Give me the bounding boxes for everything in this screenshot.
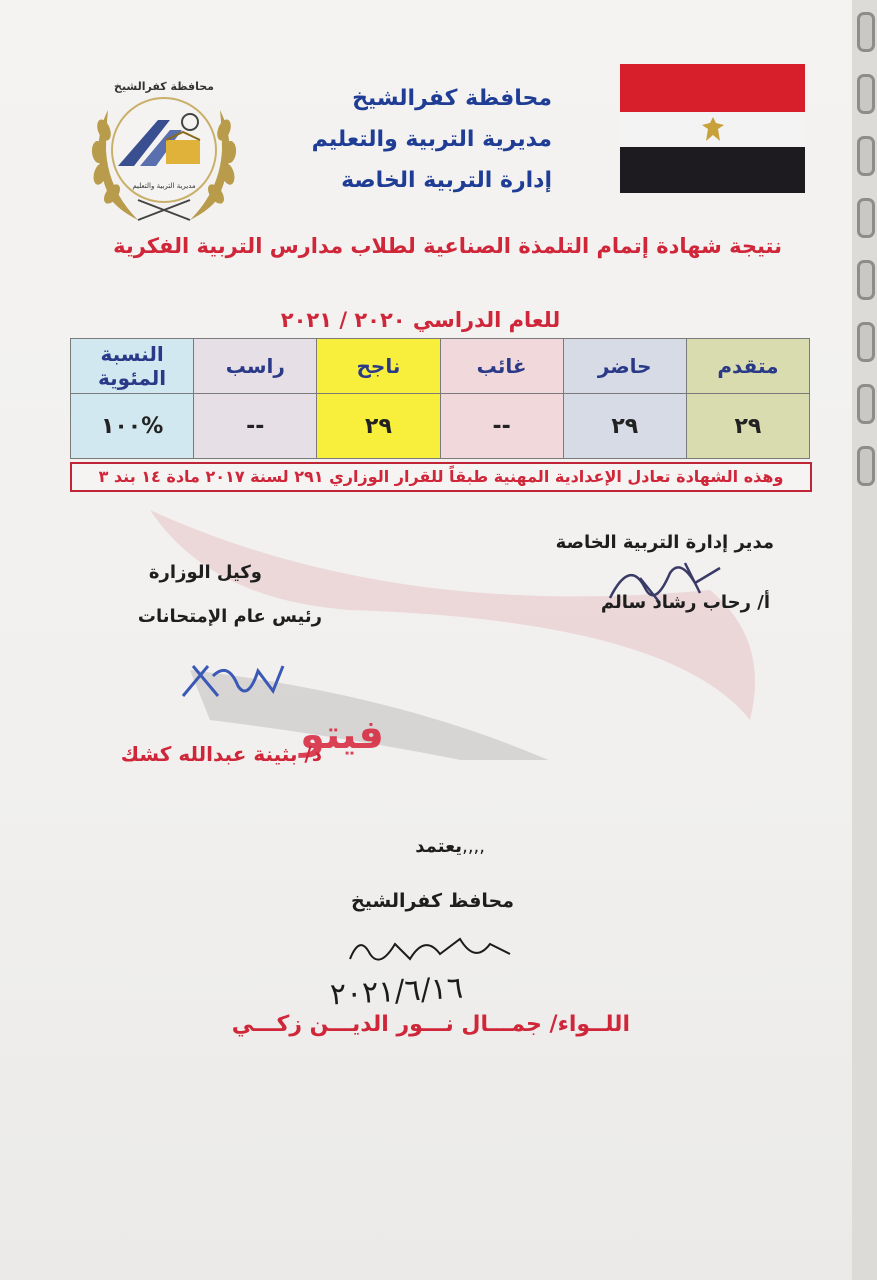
header-failed: راسب: [194, 339, 317, 394]
egypt-flag: [620, 64, 805, 193]
value-percentage: %١٠٠: [71, 394, 194, 459]
exams-head-signature: [178, 656, 288, 706]
governor-title: محافظ كفرالشيخ: [351, 890, 514, 912]
value-failed: --: [194, 394, 317, 459]
special-ed-director-title: مدير إدارة التربية الخاصة: [555, 532, 774, 553]
svg-text:محافظة كفرالشيخ: محافظة كفرالشيخ: [114, 80, 214, 93]
fito-watermark: فيتو: [300, 712, 384, 758]
academic-year: للعام الدراسي ٢٠٢٠ / ٢٠٢١: [280, 308, 561, 332]
header-applied: متقدم: [686, 339, 809, 394]
value-applied: ٢٩: [686, 394, 809, 459]
governor-name: اللــواء/ جمـــال نـــور الديـــن زكـــي: [231, 1012, 630, 1037]
eagle-emblem-icon: [700, 115, 726, 145]
department-heading: إدارة التربية الخاصة: [341, 168, 552, 193]
header-passed: ناجح: [317, 339, 440, 394]
directorate-logo: [78, 70, 250, 230]
value-present: ٢٩: [563, 394, 686, 459]
spiral-binding: [852, 0, 877, 1280]
undersecretary-title: وكيل الوزارة: [148, 562, 262, 583]
governor-signature-date: ٢٠٢١/٦/١٦: [329, 970, 464, 1013]
governorate-heading: محافظة كفرالشيخ: [352, 86, 552, 111]
equivalence-note: وهذه الشهادة تعادل الإعدادية المهنية طبقاً للقرار الوزاري ٢٩١ لسنة ٢٠١٧ مادة ١٤ بند ٣: [70, 462, 812, 492]
header-absent: غائب: [440, 339, 563, 394]
svg-text:مديرية التربية والتعليم: مديرية التربية والتعليم: [132, 182, 196, 190]
header-percentage: النسبة المئوية: [71, 339, 194, 394]
approve-label: يعتمد: [415, 836, 462, 857]
exams-head-name: د/ بثينة عبدالله كشك: [120, 742, 322, 766]
value-passed: ٢٩: [317, 394, 440, 459]
table-row: [71, 394, 810, 459]
table-header-row: [71, 339, 810, 394]
results-table: [70, 338, 810, 459]
governor-signature: [340, 924, 520, 974]
value-absent: --: [440, 394, 563, 459]
document-title: نتيجة شهادة إتمام التلمذة الصناعية لطلاب مدارس التربية الفكرية: [113, 234, 782, 258]
approve-dots: ,,,,: [462, 836, 485, 857]
director-name: أ/ رحاب رشاد سالم: [600, 592, 770, 613]
directorate-heading: مديرية التربية والتعليم: [311, 127, 552, 152]
exams-head-title: رئيس عام الإمتحانات: [137, 606, 322, 627]
header-present: حاضر: [563, 339, 686, 394]
